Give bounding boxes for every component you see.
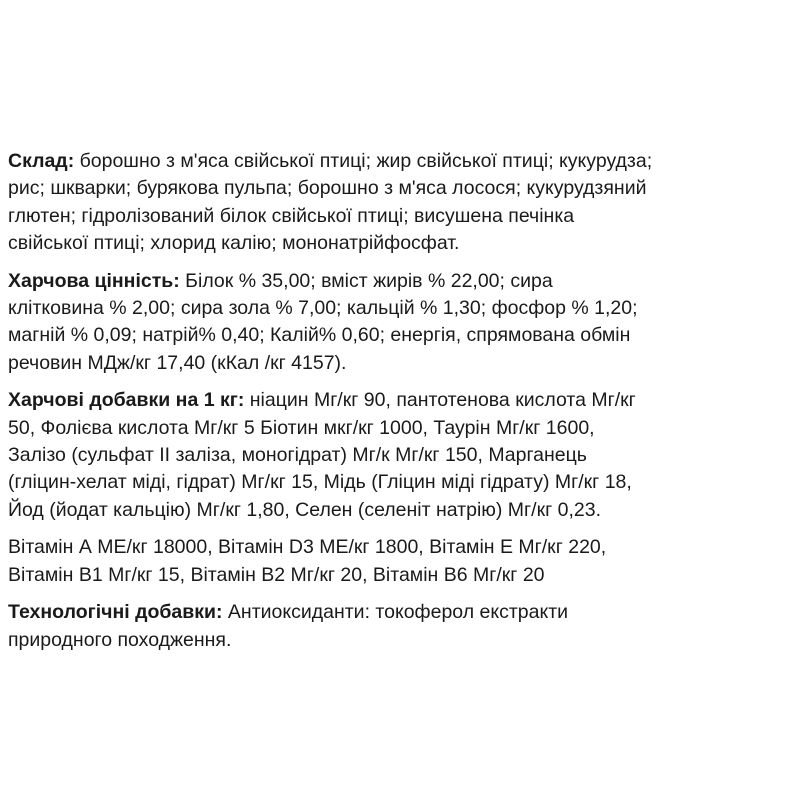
additives-label: Харчові добавки на 1 кг: <box>8 389 245 412</box>
additives-text: ніацин Мг/кг 90, пантотенова кислота Мг/кг <box>244 389 636 412</box>
product-composition-document <box>8 148 796 664</box>
composition-line-4: свійської птиці; хлорид калію; мононатрійфосфат. <box>8 232 460 255</box>
additives-line-3: Залізо (сульфат ІІ заліза, моногідрат) Мг/к Мг/кг 150, Марганець <box>8 444 587 467</box>
technological-line-2: природного походження. <box>8 628 232 651</box>
composition-line-1 <box>8 148 796 175</box>
additives-line-4: (гліцин-хелат міді, гідрат) Мг/кг 15, Мідь (Гліцин міді гідрату) Мг/кг 18, <box>8 471 632 494</box>
composition-label: Склад: <box>8 150 75 172</box>
additives-line-5: Йод (йодат кальцію) Мг/кг 1,80, Селен (селеніт натрію) Мг/кг 0,23. <box>8 498 602 521</box>
nutrition-line-2: клітковина % 2,00; сира зола % 7,00; кальцій % 1,30; фосфор % 1,20; <box>8 297 638 320</box>
technological-label: Технологічні добавки: <box>8 601 223 624</box>
vitamins-line-1: Вітамін А МЕ/кг 18000, Вітамін D3 МЕ/кг 1800, Вітамін Е Мг/кг 220, <box>8 536 607 559</box>
technological-text: Антиоксиданти: токоферол екстракти <box>222 601 569 624</box>
composition-line-2: рис; шкварки; бурякова пульпа; борошно з м'яса лосося; кукурудзяний <box>8 177 647 200</box>
composition-paragraph <box>8 148 796 258</box>
vitamins-paragraph <box>8 534 796 589</box>
nutrition-label: Харчова цінність: <box>8 269 180 292</box>
nutrition-line-3: магній % 0,09; натрій% 0,40; Калій% 0,60; енергія, спрямована обмін <box>8 324 631 347</box>
composition-line-3: глютен; гідролізований білок свійської птиці; висушена печінка <box>8 204 575 227</box>
additives-line-2: 50, Фолієва кислота Мг/кг 5 Біотин мкг/кг 1000, Таурін Мг/кг 1600, <box>8 416 595 439</box>
nutrition-text: Білок % 35,00; вміст жирів % 22,00; сира <box>179 269 553 292</box>
technological-line-1 <box>8 599 796 626</box>
additives-line-1 <box>8 387 796 414</box>
nutrition-line-1 <box>8 268 796 295</box>
technological-paragraph <box>8 599 796 654</box>
additives-paragraph <box>8 387 796 524</box>
composition-text: борошно з м'яса свійської птиці; жир свійської птиці; кукурудза; <box>74 150 653 172</box>
nutrition-line-4: речовин МДж/кг 17,40 (кКал /кг 4157). <box>8 351 347 374</box>
vitamins-line-2: Вітамін В1 Мг/кг 15, Вітамін В2 Мг/кг 20, Вітамін В6 Мг/кг 20 <box>8 563 545 586</box>
nutrition-paragraph <box>8 268 796 378</box>
